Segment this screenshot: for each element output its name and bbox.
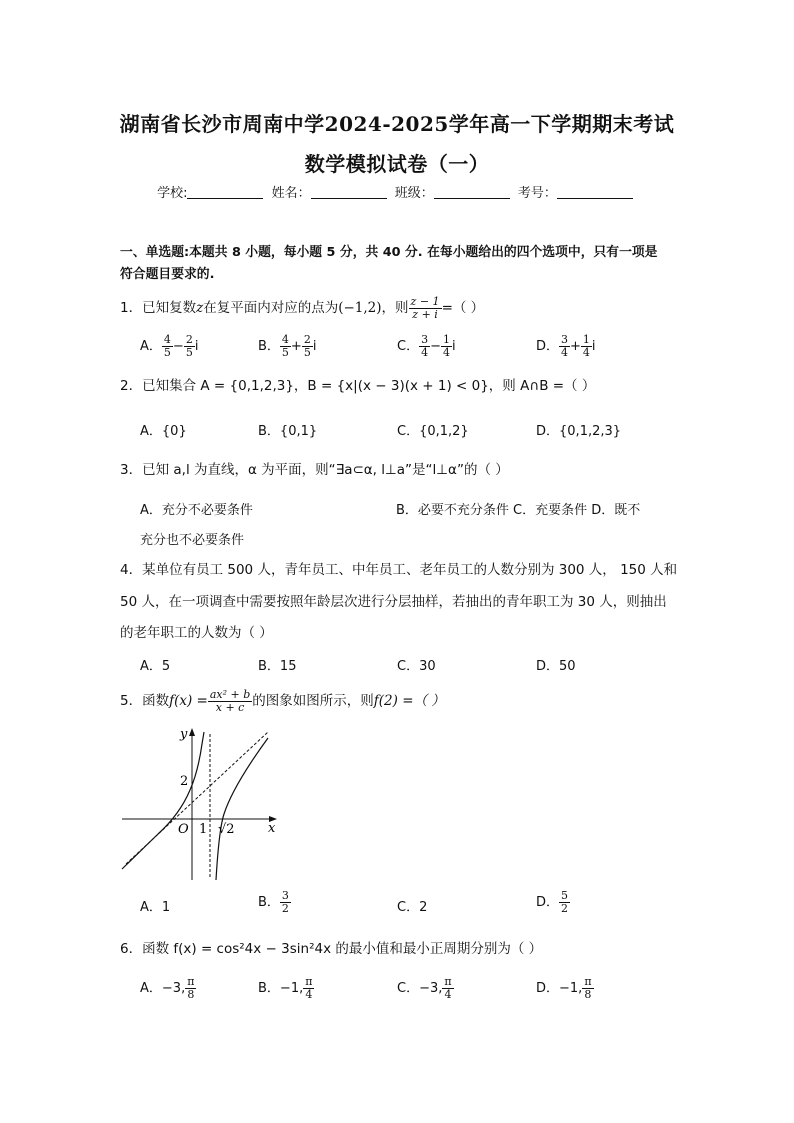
y-axis-label: y [180,727,188,742]
frac [559,890,570,915]
option-label: A． [140,424,162,439]
option-label: B． [258,659,280,674]
school-label: 学校: [157,186,188,201]
frac-num: π [444,975,452,988]
option-text: {0,1} [279,424,318,439]
q1-frac-den: z + i [412,307,438,321]
name-field[interactable] [311,186,387,199]
frac-den: 5 [185,346,193,359]
q5-option-a[interactable] [140,896,170,915]
frac [185,976,196,1001]
option-text: 5 [161,659,171,674]
exam-no-label: 考号： [517,186,557,201]
question-3-stem: 3．已知 a,l 为直线，α 为平面，则“∃a⊂α, l⊥a”是“l⊥α”的（ ） [120,462,509,478]
q4-option-b[interactable] [258,655,296,674]
question-2-stem: 2．已知集合 A = {0,1,2,3}，B = {x|(x − 3)(x + 1) < 0}，则 A∩B =（ ） [120,378,596,394]
q2-option-c[interactable] [397,420,469,439]
question-1-stem [120,295,484,321]
option-label: D． [536,895,560,910]
option-label: A． [140,659,162,674]
frac-num: 4 [163,333,171,346]
op: + [570,339,581,354]
frac-num: 3 [421,333,429,346]
q5-frac-den: x + c [215,700,245,714]
op: − [172,339,184,354]
unit: i [591,339,596,354]
frac-num: π [187,975,195,988]
unit: i [194,339,199,354]
option-label: A． [140,900,162,915]
frac-num: 3 [561,333,569,346]
q4-option-a[interactable] [140,655,170,674]
frac [302,334,313,359]
option-text: 50 [559,659,576,674]
option-text: {0} [161,424,187,439]
option-label: D． [536,659,560,674]
q4-option-d[interactable] [536,655,576,674]
frac-den: 2 [281,902,289,915]
q1-var: z [196,300,204,316]
frac-den: 4 [305,988,313,1001]
origin-label: O [178,822,189,837]
frac [184,334,195,359]
q3-option-bcd[interactable]: B．必要不充分条件 C．充要条件 D．既不 [396,503,641,518]
q6-option-d[interactable] [536,976,594,1001]
q1-fraction [409,296,442,321]
q1-option-b[interactable] [258,334,316,359]
frac [162,334,173,359]
option-label: D． [536,339,560,354]
option-label: C． [397,659,420,674]
option-val: −1, [559,981,583,996]
frac-num: 5 [561,889,569,902]
q5-f2: f(2) =（ ） [373,693,445,709]
q5-fx: f(x) = [169,693,208,709]
q1-text-c: ，则 [381,300,409,316]
frac [442,976,453,1001]
option-label: A． [140,339,162,354]
frac [581,334,592,359]
frac-num: 2 [185,333,193,346]
frac-den: 5 [281,346,289,359]
option-text: {0,1,2,3} [559,424,622,439]
frac-num: π [584,975,592,988]
q3-option-d-cont: 充分也不必要条件 [140,533,245,548]
frac-den: 4 [442,346,450,359]
q5-function-graph [118,724,283,884]
q2-option-b[interactable] [258,420,317,439]
q5-text-b: 的图象如图所示，则 [252,693,374,709]
q1-option-d[interactable] [536,334,596,359]
option-text: 30 [419,659,436,674]
frac-den: 8 [584,988,592,1001]
frac [303,976,314,1001]
unit: i [451,339,456,354]
q6-option-a[interactable] [140,976,196,1001]
frac-num: π [305,975,313,988]
option-text: 2 [419,900,428,915]
frac-den: 2 [561,902,569,915]
school-field[interactable] [187,186,263,199]
q6-option-b[interactable] [258,976,314,1001]
q4-option-c[interactable] [397,655,436,674]
frac-den: 4 [582,346,590,359]
question-5-stem [120,688,445,714]
op: − [430,339,441,354]
question-4-line1: 4．某单位有员工 500 人，青年员工、中年员工、老年员工的人数分别为 300 人， 150 人和 [120,562,678,578]
frac [280,334,291,359]
frac [419,334,430,359]
q5-fraction [208,689,252,714]
exam-subtitle: 数学模拟试卷（一） [304,152,490,176]
frac-den: 8 [187,988,195,1001]
option-label: B． [258,895,280,910]
q1-text-d: =（ ） [441,300,485,316]
unit: i [312,339,317,354]
option-label: B． [258,981,280,996]
q5-frac-num: ax² + b [209,687,251,701]
q1-option-c[interactable] [397,334,456,359]
frac-num: 3 [281,889,289,902]
exam-no-field[interactable] [557,186,633,199]
frac [559,334,570,359]
tick-label-two: 2 [180,774,189,789]
name-label: 姓名： [271,186,311,201]
class-field[interactable] [434,186,510,199]
frac-den: 5 [303,346,311,359]
option-label: D． [536,981,560,996]
q1-text: 1．已知复数 [120,300,197,316]
frac-den: 4 [421,346,429,359]
frac-den: 5 [163,346,171,359]
option-label: C． [397,981,420,996]
q1-point: (−1,2) [338,300,382,316]
option-text: 15 [279,659,297,674]
tick-label-one: 1 [199,822,208,837]
exam-title: 湖南省长沙市周南中学2024-2025学年高一下学期期末考试 [119,112,675,136]
option-label: B． [258,339,280,354]
q5-option-c[interactable] [397,896,427,915]
q3-option-a[interactable]: A．充分不必要条件 [140,503,253,518]
option-text: {0,1,2} [419,424,469,439]
y-axis-arrow [189,728,195,736]
frac [582,976,593,1001]
frac-num: 2 [303,333,311,346]
q1-text-b: 在复平面内对应的点为 [203,300,339,316]
student-info-line [0,182,794,201]
option-label: C． [397,424,420,439]
option-val: −3, [419,981,443,996]
question-4-line2: 50 人，在一项调查中需要按照年龄层次进行分层抽样，若抽出的青年职工为 30 人，则抽出 [120,594,667,610]
option-label: C． [397,339,420,354]
x-axis-label: x [268,821,276,836]
class-label: 班级： [394,186,434,201]
frac-num: 4 [281,333,289,346]
q5-option-b[interactable] [258,890,291,915]
frac-den: 4 [444,988,452,1001]
option-val: −3, [161,981,186,996]
tick-label-sqrt2: √2 [218,822,235,837]
section-heading: 一、单选题:本题共 8 小题，每小题 5 分，共 40 分. 在每小题给出的四个选项中，只有一项是 [120,245,658,260]
option-label: D． [536,424,560,439]
frac-den: 4 [561,346,569,359]
curve-right-branch [216,738,268,880]
option-val: −1, [279,981,304,996]
op: + [290,339,302,354]
frac-num: 1 [442,333,450,346]
section-heading-cont: 符合题目要求的. [120,267,215,282]
q1-option-a[interactable] [140,334,198,359]
option-text: 1 [161,900,171,915]
frac [441,334,452,359]
option-label: C． [397,900,420,915]
option-label: B． [258,424,280,439]
frac-num: 1 [582,333,590,346]
question-6-stem: 6．函数 f(x) = cos²4x − 3sin²4x 的最小值和最小正周期分别为（ ） [120,941,543,957]
frac [280,890,291,915]
q5-text: 5．函数 [120,693,170,709]
q2-option-a[interactable] [140,420,187,439]
q1-frac-num: z − 1 [410,294,440,308]
option-label: A． [140,981,162,996]
q2-option-d[interactable] [536,420,621,439]
q6-option-c[interactable] [397,976,454,1001]
question-4-line3: 的老年职工的人数为（ ） [120,625,273,641]
q5-option-d[interactable] [536,890,570,915]
